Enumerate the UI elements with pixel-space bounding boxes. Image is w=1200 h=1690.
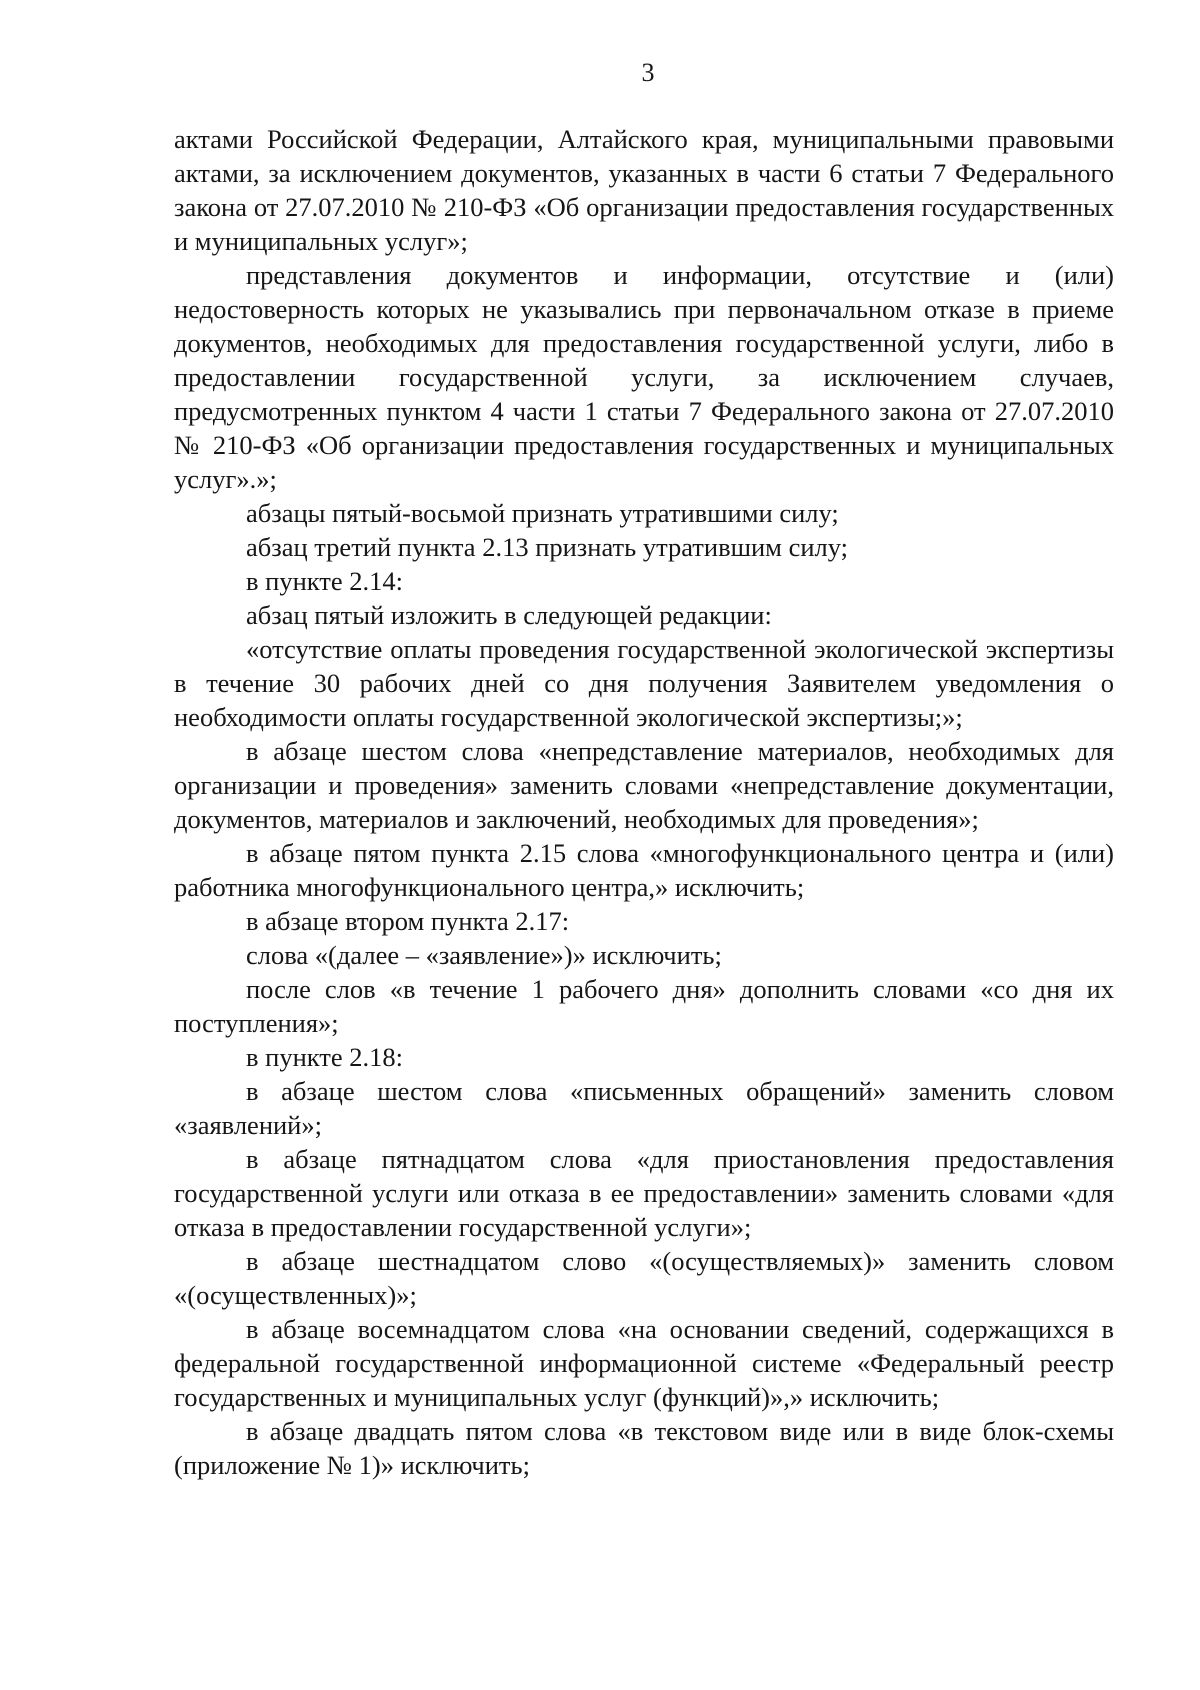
paragraph: после слов «в течение 1 рабочего дня» дополнить словами «со дня их поступления»; — [174, 974, 1114, 1038]
paragraph: в пункте 2.18: — [246, 1042, 403, 1072]
paragraph: абзацы пятый-восьмой признать утратившими силу; — [246, 498, 839, 528]
paragraph: абзац пятый изложить в следующей редакции: — [246, 600, 772, 630]
paragraph: в абзаце шестом слова «непредставление материалов, необходимых для организации и проведения» заменить словами «непредставление документации, документов, материалов и заключений, необходимых для проведения»; — [174, 736, 1114, 834]
paragraph: в абзаце шестом слова «письменных обращений» заменить словом «заявлений»; — [174, 1076, 1114, 1140]
paragraph: слова «(далее – «заявление»)» исключить; — [246, 940, 722, 970]
paragraph: в абзаце пятнадцатом слова «для приостановления предоставления государственной услуги или отказа в ее предоставлении» заменить словами «для отказа в предоставлении государственной услуги»; — [174, 1144, 1114, 1242]
paragraph: «отсутствие оплаты проведения государственной экологической экспертизы в течение 30 рабочих дней со дня получения Заявителем уведомления о необходимости оплаты государственной экологической экспертизы;»; — [174, 634, 1114, 732]
paragraph: представления документов и информации, отсутствие и (или) недостоверность которых не указывались при первоначальном отказе в приеме документов, необходимых для предоставления государственной услуги, либо в предоставлении государственной услуги, за исключением случаев, предусмотренных пунктом 4 части 1 статьи 7 Федерального закона от 27.07.2010 № 210-ФЗ «Об организации предоставления государственных и муниципальных услуг».»; — [174, 260, 1114, 494]
document-body — [174, 122, 1114, 1482]
paragraph: в абзаце пятом пункта 2.15 слова «многофункционального центра и (или) работника многофункционального центра,» исключить; — [174, 838, 1114, 902]
paragraph: в абзаце втором пункта 2.17: — [246, 906, 570, 936]
paragraph: в абзаце двадцать пятом слова «в текстовом виде или в виде блок-схемы (приложение № 1)» исключить; — [174, 1416, 1114, 1480]
page-number: 3 — [641, 58, 655, 87]
paragraph: абзац третий пункта 2.13 признать утратившим силу; — [246, 532, 848, 562]
paragraph: в абзаце восемнадцатом слова «на основании сведений, содержащихся в федеральной государственной информационной системе «Федеральный реестр государственных и муниципальных услуг (функций)»,» исключить; — [174, 1314, 1114, 1412]
paragraph: актами Российской Федерации, Алтайского края, муниципальными правовыми актами, за исключением документов, указанных в части 6 статьи 7 Федерального закона от 27.07.2010 № 210-ФЗ «Об организации предоставления государственных и муниципальных услуг»; — [174, 124, 1114, 256]
paragraph: в абзаце шестнадцатом слово «(осуществляемых)» заменить словом «(осуществленных)»; — [174, 1246, 1114, 1310]
paragraph: в пункте 2.14: — [246, 566, 403, 596]
